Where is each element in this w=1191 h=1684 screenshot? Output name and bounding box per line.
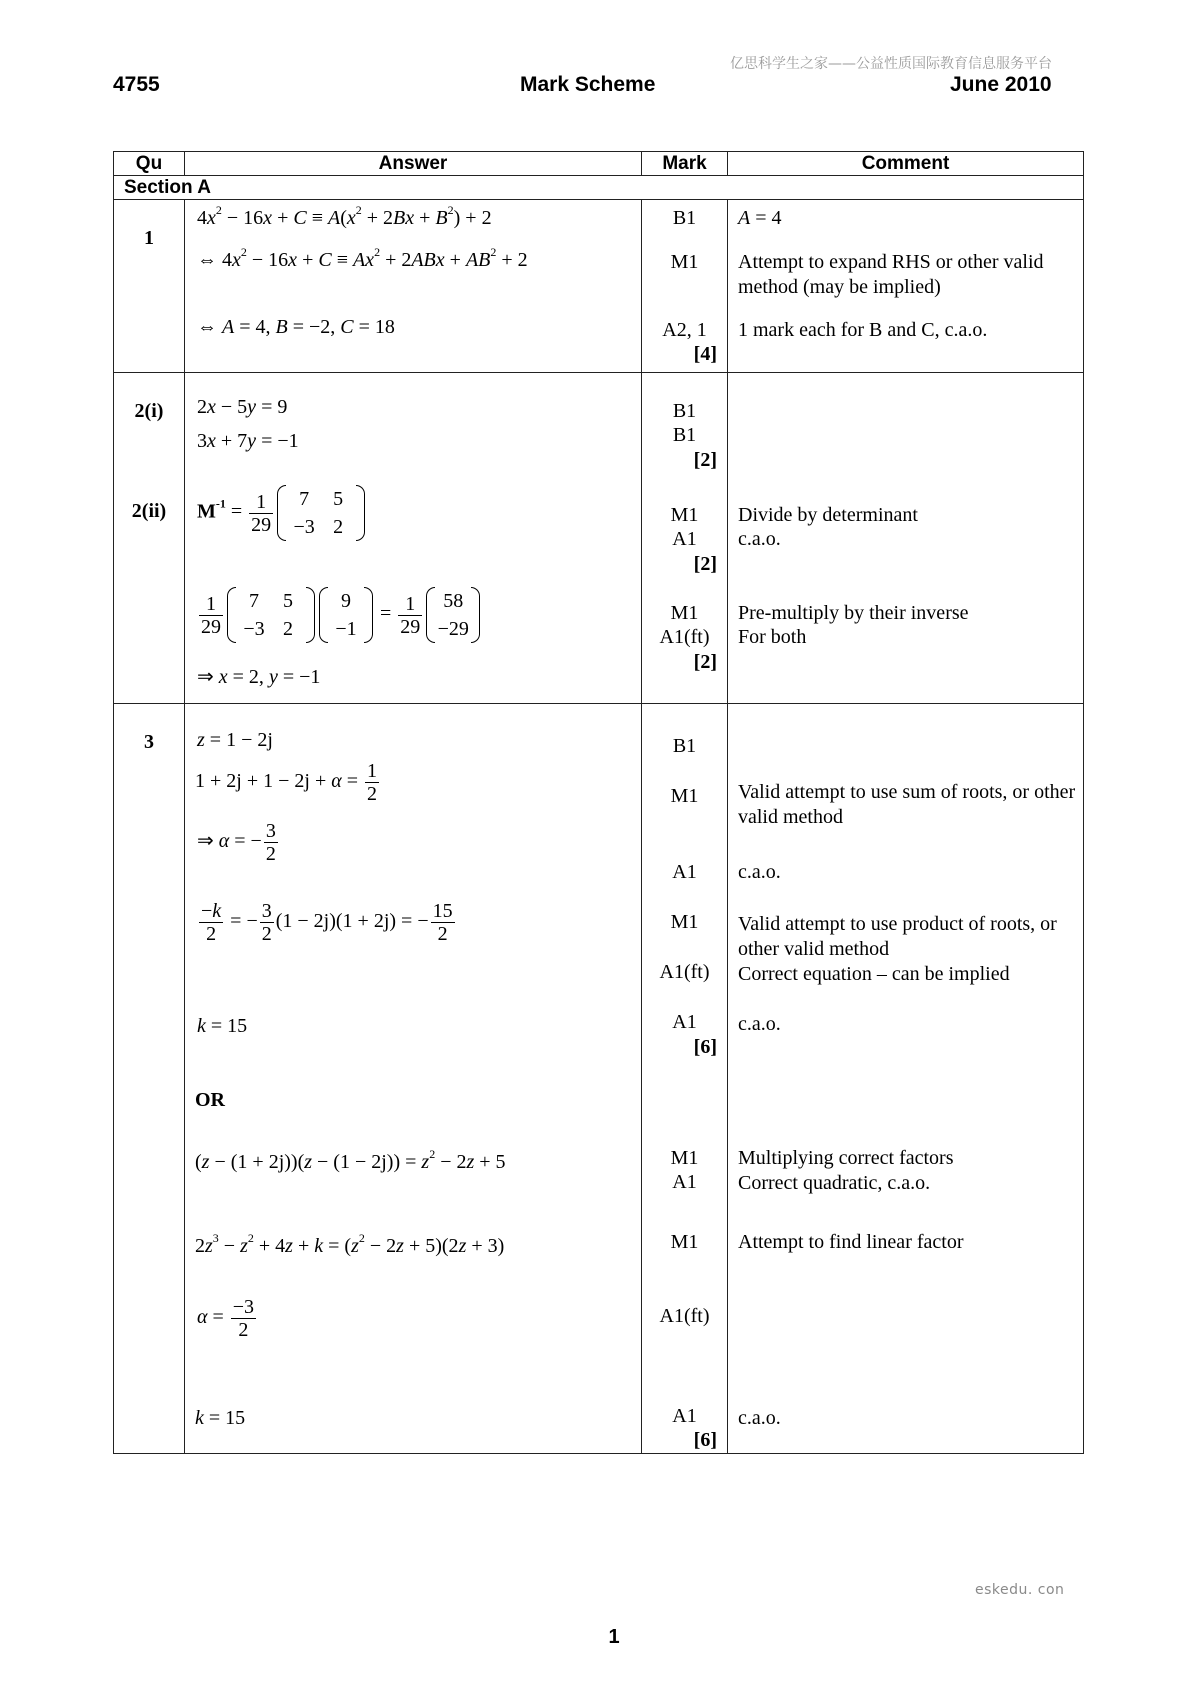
answer-line-result: ⇔ A = 4, B = −2, C = 18 [197, 316, 395, 338]
exam-date: June 2010 [950, 73, 1052, 96]
page-title: Mark Scheme [520, 73, 656, 96]
mark: M1 [670, 251, 699, 273]
col-mark: Mark [642, 152, 728, 176]
answer-line-factors: $(z - (1 + 2j))(z - (1 - 2j)) = z^2 - 2z + 5$ [195, 1147, 506, 1173]
mark: M1 [670, 1147, 699, 1169]
answer-line-alpha: ⇒ α = − $\frac{3}{2}$ [197, 820, 276, 865]
question-2-row [114, 373, 1084, 704]
answer-line-eq2: 3x + 7y = −1 [197, 430, 299, 452]
question-number: 1 [144, 227, 154, 249]
answer-cell [185, 373, 641, 703]
comment-cell [728, 373, 1083, 703]
answer-line-sum: 1 + 2j + 1 − 2j + α = $\frac{1}{2}$ [195, 760, 378, 805]
answer-line-product: $\frac{-k}{2}$ = − $\frac{3}{2}$ (1 − 2j)(1 + 2j) = − $\frac{15}{2}$ [201, 900, 453, 945]
comment: Correct quadratic, c.a.o. [738, 1172, 931, 1194]
comment: Valid attempt to use sum of roots, or other valid method [738, 781, 1076, 828]
comment: For both [738, 626, 807, 648]
mark: M1 [670, 785, 699, 807]
comment-cell [728, 200, 1083, 372]
answer-line-multiply: $\frac{1}{29}$ 7 5 −3 2 9 −1 = $\frac{1}{29}$ 58 −29 [197, 587, 482, 643]
question-1-row [114, 200, 1084, 373]
question-3-row [114, 704, 1084, 1454]
mark: M1 [670, 911, 699, 933]
mark-total: [2] [693, 449, 717, 471]
mark: A1(ft) [659, 1305, 710, 1327]
mark: A1 [672, 1011, 697, 1033]
question-number: 3 [144, 731, 154, 753]
section-label: Section A [124, 177, 211, 198]
mark: A2, 1 [662, 319, 707, 341]
mark: B1 [672, 400, 697, 422]
mark: A1 [672, 1171, 697, 1193]
answer-line-k: k = 15 [197, 1015, 248, 1037]
comment: 1 mark each for B and C, c.a.o. [738, 319, 988, 341]
mark-total: [2] [693, 651, 717, 673]
mark-total: [6] [693, 1036, 717, 1058]
paper-code: 4755 [113, 73, 160, 96]
comment: c.a.o. [738, 1407, 781, 1429]
answer-cell [185, 704, 641, 1453]
answer-line-k-or: k = 15 [195, 1407, 246, 1429]
mark: A1 [672, 1405, 697, 1427]
answer-line-expand: ⇔ $4x^2 - 16x + C \equiv Ax^2 + 2ABx + AB^2 + 2$ [197, 245, 528, 271]
comment: Attempt to expand RHS or other valid method (may be implied) [738, 251, 1044, 298]
question-number: 2(i) [134, 400, 164, 422]
mark: A1 [672, 861, 697, 883]
mark: M1 [670, 1231, 699, 1253]
mark-scheme-table [113, 151, 1084, 1454]
mark: A1(ft) [659, 626, 710, 648]
comment: Divide by determinant [738, 504, 918, 526]
col-qu: Qu [114, 152, 185, 176]
section-row [114, 176, 1084, 200]
answer-line-eq1: 2x − 5y = 9 [197, 396, 288, 418]
comment: Pre-multiply by their inverse [738, 602, 969, 624]
mark: A1(ft) [659, 961, 710, 983]
comment: c.a.o. [738, 1013, 781, 1035]
mark: B1 [672, 424, 697, 446]
page-number: 1 [608, 1626, 620, 1648]
watermark-text: 亿思科学生之家——公益性质国际教育信息服务平台 [730, 56, 1052, 72]
comment: A = 4 [738, 207, 782, 229]
mark-total: [2] [693, 553, 717, 575]
mark-cell [642, 200, 727, 372]
mark-cell [642, 373, 727, 703]
mark-cell [642, 704, 727, 1453]
answer-line-root: z = 1 − 2j [197, 729, 273, 751]
mark: B1 [672, 735, 697, 757]
col-answer: Answer [185, 152, 642, 176]
col-comment: Comment [728, 152, 1084, 176]
answer-line-inverse: $M^{-1}$ = $\frac{1}{29}$ 7 5 −3 2 [197, 485, 367, 541]
answer-line-identity: $4x^2 - 16x + C \equiv A(x^2 + 2Bx + B^2) + 2$ [197, 203, 492, 229]
mark-total: [6] [693, 1429, 717, 1451]
answer-line-solution: ⇒ x = 2, y = −1 [197, 666, 321, 688]
answer-cell [185, 200, 641, 372]
mark: A1 [672, 528, 697, 550]
comment: c.a.o. [738, 861, 781, 883]
mark-total: [4] [693, 343, 717, 365]
table-header-row [114, 152, 1084, 176]
comment: Correct equation – can be implied [738, 963, 1010, 985]
or-label: OR [195, 1089, 225, 1111]
comment: Attempt to find linear factor [738, 1231, 964, 1253]
comment-cell [728, 704, 1083, 1453]
mark: M1 [670, 504, 699, 526]
question-number: 2(ii) [131, 500, 167, 522]
footer-site: eskedu. con [975, 1582, 1065, 1598]
answer-line-alpha-or: α = $\frac{-3}{2}$ [197, 1296, 255, 1341]
comment: Multiplying correct factors [738, 1147, 954, 1169]
comment: Valid attempt to use product of roots, or other valid method [738, 913, 1057, 960]
mark: M1 [670, 602, 699, 624]
answer-line-cubic: $2z^3 - z^2 + 4z + k = (z^2 - 2z + 5)(2z + 3)$ [195, 1231, 505, 1257]
mark: B1 [672, 207, 697, 229]
comment: c.a.o. [738, 528, 781, 550]
